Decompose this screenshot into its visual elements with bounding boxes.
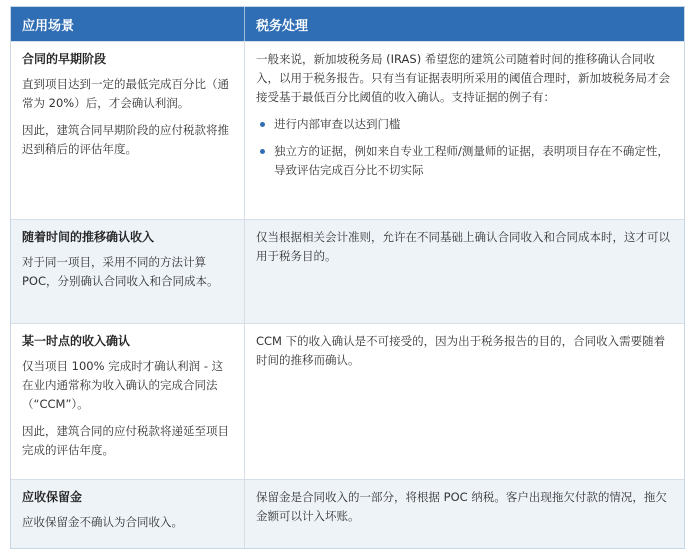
tax-treatment-table [10, 6, 685, 549]
treatment-cell [245, 324, 684, 479]
scenario-cell [11, 324, 245, 479]
scenario-text: 直到项目达到一定的最低完成百分比（通常为 20%）后，才会确认利润。 [22, 77, 229, 110]
header-tax-treatment: 税务处理 [256, 18, 309, 34]
list-item: 进行内部审查以达到门槛 [256, 115, 673, 134]
table-row [11, 479, 684, 548]
scenario-title: 某一时点的收入确认 [22, 334, 131, 348]
scenario-text: 仅当项目 100% 完成时才确认利润 - 这在业内通常称为收入确认的完成合同法（“CCM”）。 [22, 359, 224, 411]
scenario-text: 应收保留金不确认为合同收入。 [22, 515, 183, 529]
scenario-title: 应收保留金 [22, 490, 83, 504]
treatment-cell [245, 220, 684, 323]
evidence-list [256, 115, 673, 180]
scenario-text: 对于同一项目，采用不同的方法计算 POC，分别确认合同收入和合同成本。 [22, 255, 219, 288]
treatment-cell [245, 42, 684, 219]
table-header [11, 7, 684, 41]
scenario-cell [11, 220, 245, 323]
scenario-cell [11, 42, 245, 219]
treatment-cell [245, 480, 684, 548]
scenario-text: 因此，建筑合同早期阶段的应付税款将推迟到稍后的评估年度。 [22, 123, 229, 156]
scenario-title: 随着时间的推移确认收入 [22, 230, 155, 244]
treatment-text: 一般来说，新加坡税务局 (IRAS) 希望您的建筑公司随着时间的推移确认合同收入，以用于税务报告。只有当有证据表明所采用的阈值合理时，新加坡税务局才会接受基于最低百分比阈值的收入确认。支持证据的例子有： [256, 52, 670, 104]
treatment-text: CCM 下的收入确认是不可接受的，因为出于税务报告的目的，合同收入需要随着时间的推移而确认。 [256, 334, 666, 367]
treatment-text: 保留金是合同收入的一部分，将根据 POC 纳税。客户出现拖欠付款的情况，拖欠金额可以计入坏账。 [256, 490, 667, 523]
header-scenario: 应用场景 [11, 7, 245, 41]
table-row [11, 323, 684, 479]
list-item: 独立方的证据，例如来自专业工程师/测量师的证据，表明项目存在不确定性，导致评估完成百分比不切实际 [256, 142, 673, 180]
scenario-title: 合同的早期阶段 [22, 52, 107, 66]
table-row [11, 41, 684, 219]
treatment-text: 仅当根据相关会计准则，允许在不同基础上确认合同收入和合同成本时，这才可以用于税务目的。 [256, 230, 670, 263]
table-row [11, 219, 684, 323]
scenario-cell [11, 480, 245, 548]
scenario-text: 因此，建筑合同的应付税款将递延至项目完成的评估年度。 [22, 424, 229, 457]
